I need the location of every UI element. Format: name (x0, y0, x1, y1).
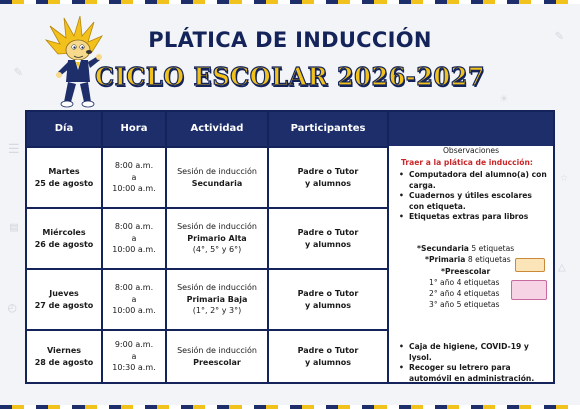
border-segment (133, 405, 145, 409)
border-segment (254, 405, 266, 409)
label-count: 8 etiquetas (467, 255, 511, 264)
border-segment (0, 405, 12, 409)
border-segment (145, 405, 157, 409)
table-row-day (27, 209, 101, 268)
border-segment (314, 0, 326, 4)
observations-cell (389, 146, 553, 382)
border-segment (544, 405, 556, 409)
time-start: 8:00 a.m. (114, 161, 154, 171)
border-segment (36, 0, 48, 4)
border-segment (399, 0, 411, 4)
border-segment (169, 405, 181, 409)
border-segment (181, 405, 193, 409)
border-segment (302, 0, 314, 4)
table-row-participants (269, 209, 387, 268)
border-segment (507, 0, 519, 4)
table-row-participants (269, 148, 387, 207)
clock-doodle-icon: ◴ (8, 300, 17, 316)
time-end: 10:00 a.m. (112, 184, 156, 194)
day-name: Jueves (49, 289, 79, 298)
list-item: • Recoger su letrero para automóvil en administración. (399, 363, 549, 384)
border-segment (193, 0, 205, 4)
border-segment (302, 405, 314, 409)
list-item: • Etiquetas extras para libros (399, 212, 549, 223)
schedule-table (25, 110, 555, 384)
border-segment (290, 405, 302, 409)
pencil-doodle-icon: ✎ (555, 28, 564, 44)
time-end: 10:00 a.m. (112, 306, 156, 316)
border-segment (350, 405, 362, 409)
table-row-activity (167, 331, 267, 382)
border-segment (471, 0, 483, 4)
table-row-day (27, 270, 101, 329)
activity-level: Secundaria (191, 178, 243, 188)
activity-level: Primario Alta (187, 233, 247, 243)
label-level: *Preescolar (441, 267, 491, 276)
border-segment (350, 0, 362, 4)
time-separator: a (131, 233, 137, 243)
participants-line2: y alumnos (304, 357, 352, 367)
bottom-border-pattern (0, 405, 580, 409)
time-end: 10:30 a.m. (112, 363, 156, 373)
ruler-doodle-icon: ▤ (10, 220, 18, 235)
table-header (27, 112, 553, 155)
border-segment (338, 0, 350, 4)
border-segment (242, 0, 254, 4)
label-count: 1° año 4 etiquetas (429, 278, 500, 287)
border-segment (387, 405, 399, 409)
label-count: 5 etiquetas (471, 244, 515, 253)
lightbulb-doodle-icon: ☀ (500, 92, 508, 107)
table-row-activity (167, 270, 267, 329)
border-segment (495, 0, 507, 4)
list-item: • Caja de higiene, COVID-19 y lysol. (399, 342, 549, 363)
border-segment (374, 405, 386, 409)
border-segment (60, 0, 72, 4)
activity-grades: (4°, 5° y 6°) (192, 245, 242, 255)
border-segment (459, 0, 471, 4)
border-segment (556, 405, 568, 409)
table-row-activity (167, 148, 267, 207)
activity-name: Sesión de inducción (177, 222, 257, 232)
border-segment (459, 405, 471, 409)
day-name: Miércoles (42, 228, 86, 237)
table-row-time (103, 331, 165, 382)
porcupine-mascot-icon (38, 10, 110, 110)
border-segment (266, 0, 278, 4)
time-start: 9:00 a.m. (114, 340, 154, 350)
border-segment (85, 0, 97, 4)
header-activity: Actividad (190, 123, 244, 134)
time-separator: a (131, 294, 137, 304)
activity-name: Sesión de inducción (177, 283, 257, 293)
table-row-activity (167, 209, 267, 268)
border-segment (531, 0, 543, 4)
day-date: 26 de agosto (34, 239, 94, 249)
border-segment (157, 0, 169, 4)
border-segment (374, 0, 386, 4)
activity-name: Sesión de inducción (177, 167, 257, 176)
table-row-day (27, 331, 101, 382)
border-segment (435, 405, 447, 409)
border-segment (145, 0, 157, 4)
border-segment (423, 405, 435, 409)
additional-items-list (399, 342, 549, 384)
border-segment (544, 0, 556, 4)
table-row-participants (269, 270, 387, 329)
border-segment (290, 0, 302, 4)
sample-label-sticker-icon (515, 258, 545, 272)
border-segment (169, 0, 181, 4)
border-segment (556, 0, 568, 4)
border-segment (205, 405, 217, 409)
border-segment (229, 0, 241, 4)
table-row-participants (269, 331, 387, 382)
border-segment (326, 405, 338, 409)
label-line-year3 (429, 300, 499, 311)
activity-level: Primaria Baja (186, 294, 248, 304)
border-segment (24, 405, 36, 409)
list-item: • Computadora del alumno(a) con carga. (399, 170, 549, 191)
border-segment (24, 0, 36, 4)
participants-line2: y alumnos (304, 239, 352, 249)
border-segment (278, 405, 290, 409)
border-segment (483, 0, 495, 4)
border-segment (193, 405, 205, 409)
border-segment (266, 405, 278, 409)
border-segment (133, 0, 145, 4)
activity-level: Preescolar (193, 357, 241, 367)
border-segment (157, 405, 169, 409)
top-border-pattern (0, 0, 580, 4)
border-segment (217, 0, 229, 4)
book-doodle-icon: ☰ (8, 142, 20, 157)
border-segment (109, 405, 121, 409)
participants-line1: Padre o Tutor (297, 228, 359, 237)
day-name: Viernes (46, 346, 82, 355)
border-segment (326, 0, 338, 4)
border-segment (278, 0, 290, 4)
border-segment (12, 405, 24, 409)
day-date: 28 de agosto (34, 357, 94, 367)
border-segment (519, 0, 531, 4)
border-segment (97, 405, 109, 409)
border-segment (242, 405, 254, 409)
header-participants: Participantes (290, 123, 366, 134)
border-segment (507, 405, 519, 409)
border-segment (72, 405, 84, 409)
border-segment (471, 405, 483, 409)
time-end: 10:00 a.m. (112, 245, 156, 255)
border-segment (447, 405, 459, 409)
border-segment (85, 405, 97, 409)
border-segment (97, 0, 109, 4)
border-segment (423, 0, 435, 4)
border-segment (411, 405, 423, 409)
border-segment (181, 0, 193, 4)
border-segment (0, 0, 12, 4)
participants-line1: Padre o Tutor (297, 346, 359, 355)
time-start: 8:00 a.m. (114, 222, 154, 232)
label-level: *Secundaria (417, 244, 469, 253)
border-segment (435, 0, 447, 4)
border-segment (48, 405, 60, 409)
border-segment (411, 0, 423, 4)
observations-lead: Traer a la plática de inducción: (401, 158, 533, 167)
label-line-year1 (429, 278, 499, 289)
label-count: 2° año 4 etiquetas (429, 289, 500, 298)
border-segment (109, 0, 121, 4)
border-segment (362, 0, 374, 4)
header-time: Hora (120, 123, 148, 134)
day-date: 25 de agosto (34, 178, 94, 188)
sample-name-sticker-icon (511, 280, 547, 300)
border-segment (254, 0, 266, 4)
border-segment (387, 0, 399, 4)
label-line-primaria (425, 255, 511, 266)
list-item: • Cuadernos y útiles escolares con etiqueta. (399, 191, 549, 212)
table-row-time (103, 209, 165, 268)
participants-line1: Padre o Tutor (297, 167, 359, 176)
border-segment (495, 405, 507, 409)
border-segment (483, 405, 495, 409)
pencil-doodle-icon: ✎ (14, 64, 23, 80)
border-segment (568, 405, 580, 409)
border-segment (229, 405, 241, 409)
shape-doodle-icon: △ (558, 260, 566, 275)
border-segment (399, 405, 411, 409)
label-line-secundaria (417, 244, 514, 255)
participants-line2: y alumnos (304, 300, 352, 310)
header-observations: Observaciones (442, 146, 500, 155)
label-line-year2 (429, 289, 499, 300)
page-title: PLÁTICA DE INDUCCIÓN (148, 28, 432, 52)
border-segment (60, 405, 72, 409)
border-segment (519, 405, 531, 409)
border-segment (12, 0, 24, 4)
border-segment (362, 405, 374, 409)
border-segment (121, 0, 133, 4)
border-segment (36, 405, 48, 409)
border-segment (205, 0, 217, 4)
border-segment (338, 405, 350, 409)
border-segment (447, 0, 459, 4)
label-count: 3° año 5 etiquetas (429, 300, 500, 309)
table-row-time (103, 270, 165, 329)
activity-grades: (1°, 2° y 3°) (192, 306, 242, 316)
table-row-day (27, 148, 101, 207)
border-segment (314, 405, 326, 409)
day-name: Martes (48, 167, 80, 176)
day-date: 27 de agosto (34, 300, 94, 310)
border-segment (531, 405, 543, 409)
border-segment (48, 0, 60, 4)
border-segment (72, 0, 84, 4)
border-segment (121, 405, 133, 409)
page-subtitle: CICLO ESCOLAR 2026-2027 (94, 62, 486, 91)
table-row-time (103, 148, 165, 207)
time-separator: a (131, 172, 137, 182)
supplies-list (399, 170, 549, 223)
activity-name: Sesión de inducción (177, 346, 257, 355)
label-level: *Primaria (425, 255, 466, 264)
header-day: Día (54, 123, 74, 134)
border-segment (217, 405, 229, 409)
border-segment (568, 0, 580, 4)
star-doodle-icon: ☆ (560, 170, 568, 185)
participants-line2: y alumnos (304, 178, 352, 188)
time-separator: a (131, 351, 137, 361)
time-start: 8:00 a.m. (114, 283, 154, 293)
participants-line1: Padre o Tutor (297, 289, 359, 298)
label-line-preescolar (441, 267, 490, 278)
